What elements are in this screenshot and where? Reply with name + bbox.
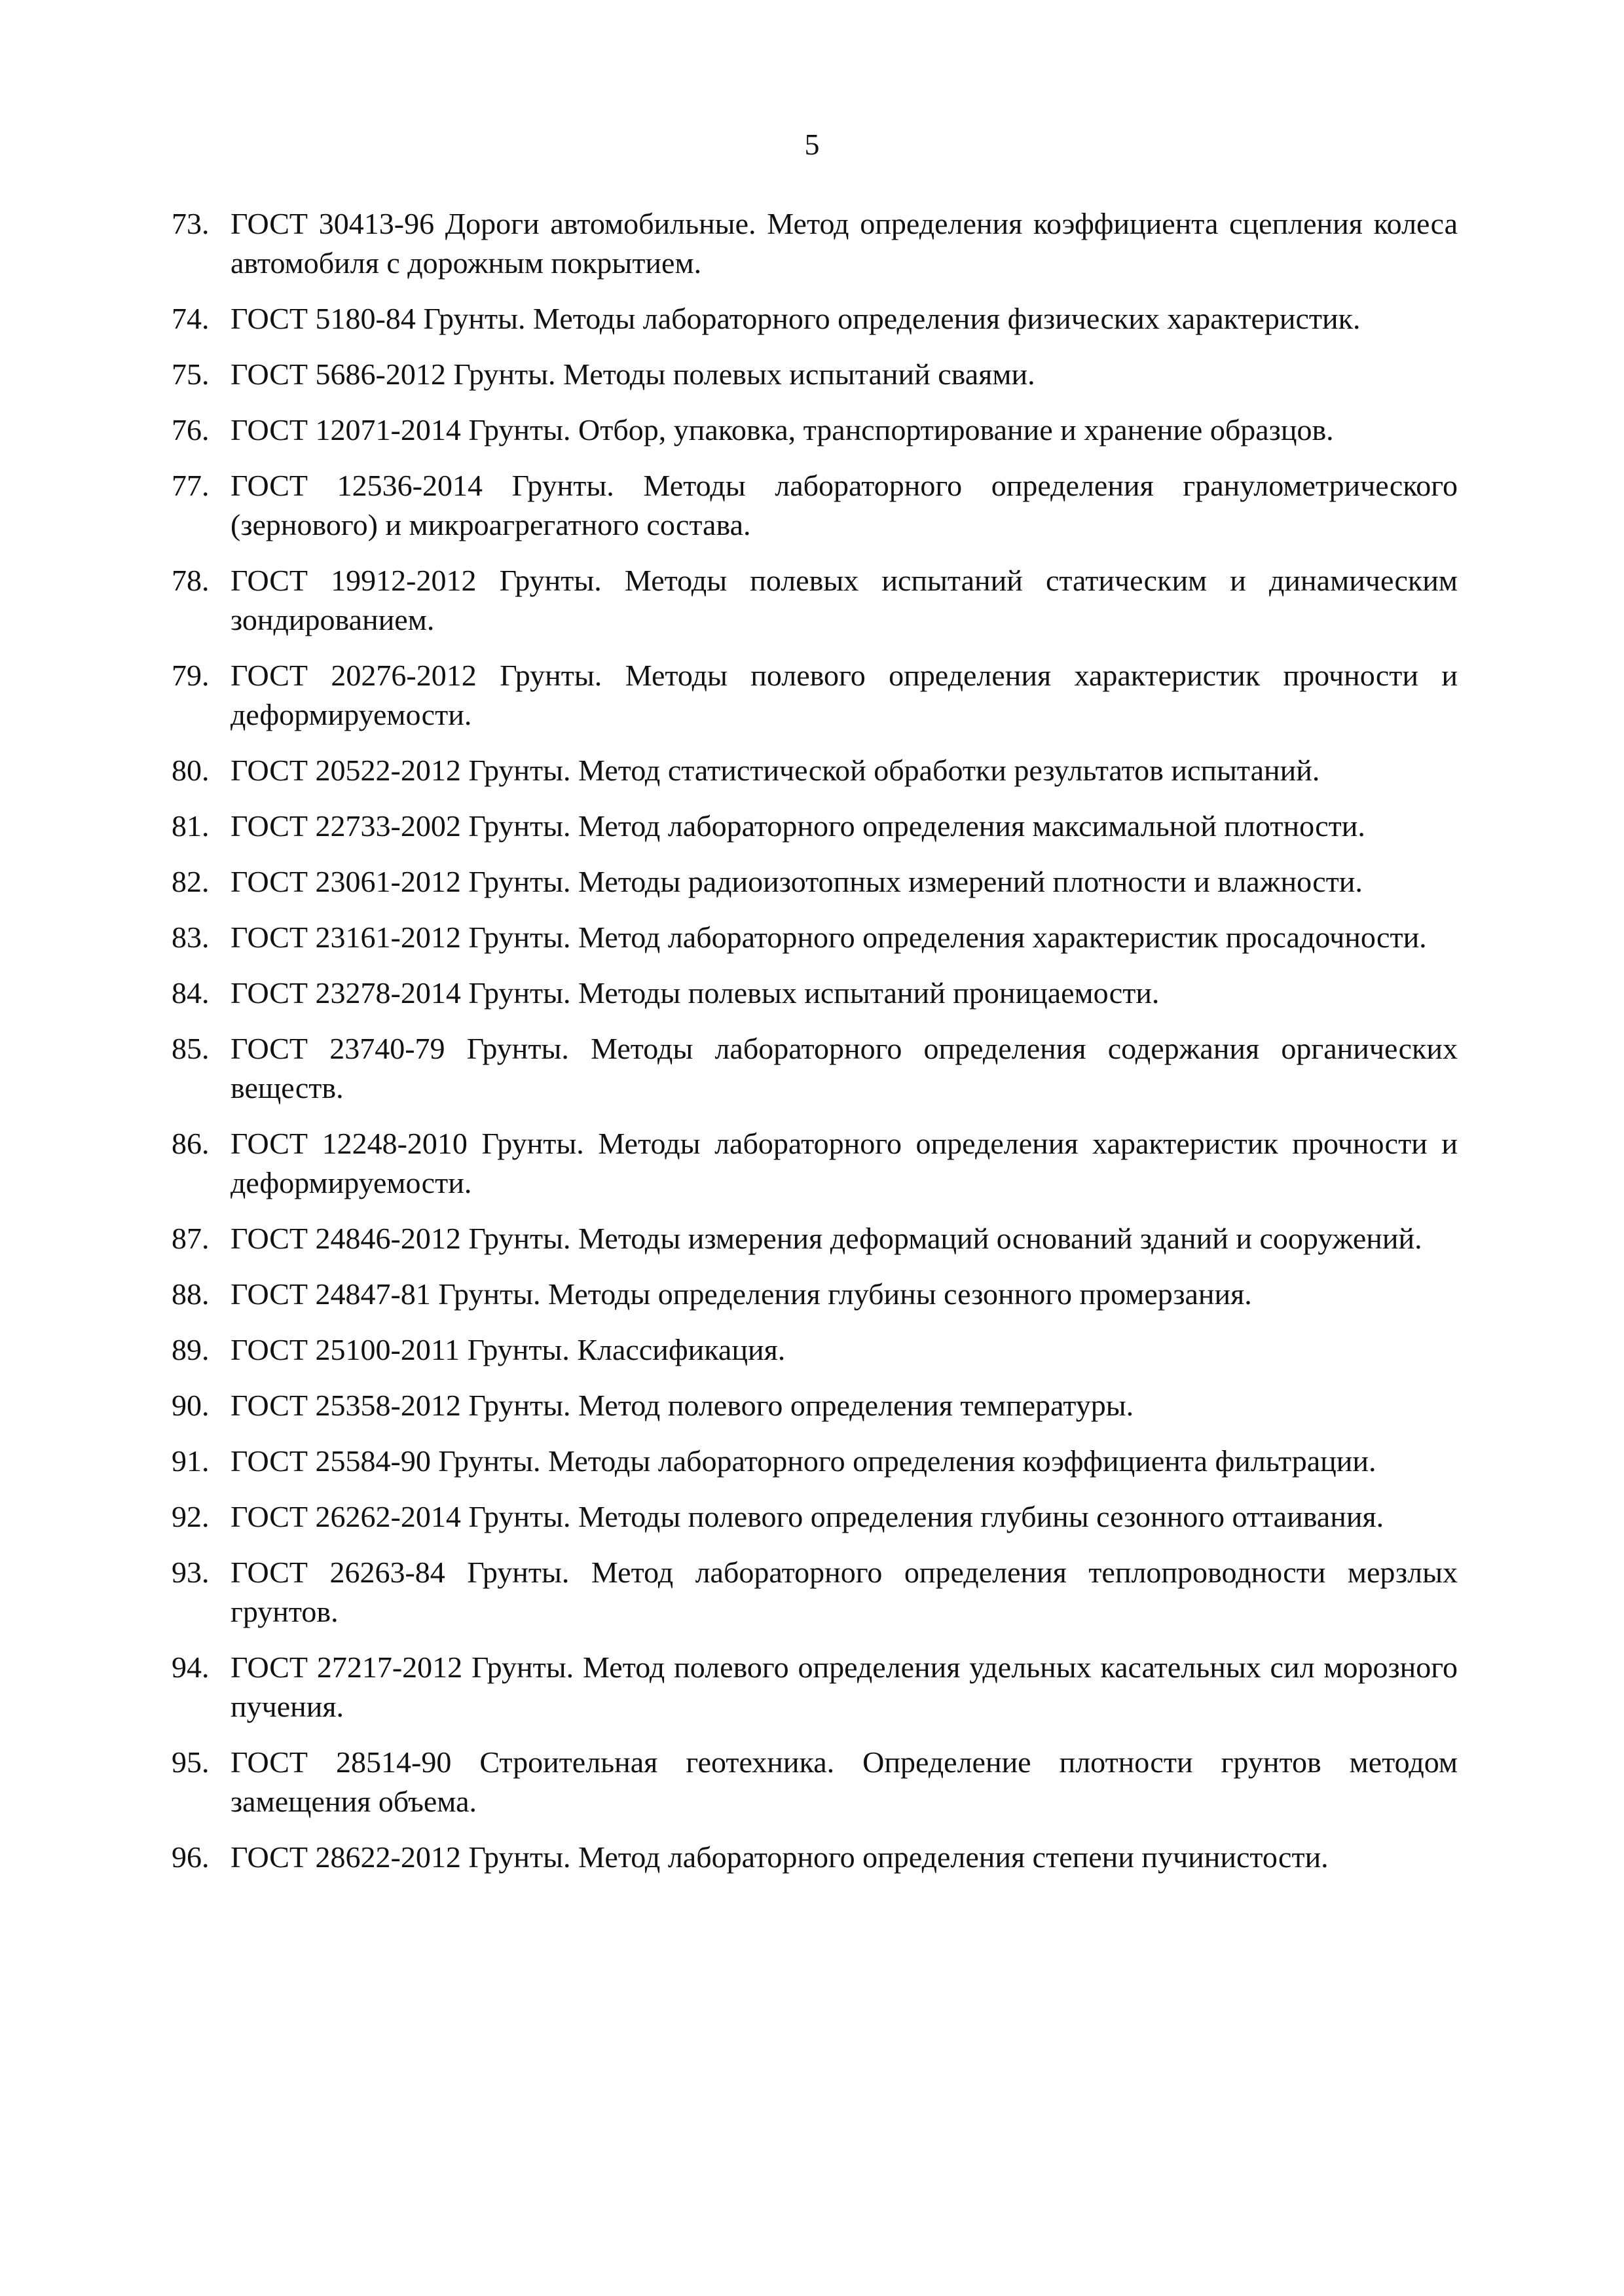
reference-text: ГОСТ 25584-90 Грунты. Методы лабораторного определения коэффициента фильтрации.: [231, 1444, 1376, 1478]
reference-number: 82.: [172, 865, 210, 898]
reference-item: [172, 751, 1458, 790]
reference-number: 92.: [172, 1500, 210, 1533]
reference-item: [172, 561, 1458, 640]
reference-text: ГОСТ 5686-2012 Грунты. Методы полевых испытаний сваями.: [231, 357, 1035, 391]
reference-number: 90.: [172, 1389, 210, 1422]
reference-number: 73.: [172, 207, 210, 240]
reference-list: [172, 204, 1458, 1893]
reference-text: ГОСТ 23161-2012 Грунты. Метод лабораторного определения характеристик просадочности.: [231, 920, 1427, 954]
reference-text: ГОСТ 24846-2012 Грунты. Методы измерения деформаций оснований зданий и сооружений.: [231, 1222, 1422, 1255]
reference-number: 89.: [172, 1333, 210, 1366]
reference-number: 84.: [172, 976, 210, 1010]
reference-item: [172, 1553, 1458, 1631]
reference-text: ГОСТ 28622-2012 Грунты. Метод лабораторного определения степени пучинистости.: [231, 1840, 1329, 1874]
reference-item: [172, 918, 1458, 957]
reference-number: 85.: [172, 1032, 210, 1065]
reference-number: 79.: [172, 659, 210, 692]
reference-number: 75.: [172, 357, 210, 391]
reference-number: 86.: [172, 1127, 210, 1160]
reference-number: 74.: [172, 302, 210, 335]
reference-item: [172, 1838, 1458, 1877]
reference-number: 76.: [172, 413, 210, 446]
reference-text: ГОСТ 5180-84 Грунты. Методы лабораторного определения физических характеристик.: [231, 302, 1361, 335]
reference-item: [172, 807, 1458, 846]
reference-text: ГОСТ 12536-2014 Грунты. Методы лабораторного определения гранулометрического (зернового) и микроагрегатного состава.: [231, 469, 1458, 541]
reference-item: [172, 1029, 1458, 1108]
reference-text: ГОСТ 20522-2012 Грунты. Метод статистической обработки результатов испытаний.: [231, 754, 1320, 787]
reference-number: 78.: [172, 564, 210, 597]
reference-text: ГОСТ 20276-2012 Грунты. Методы полевого определения характеристик прочности и деформируемости.: [231, 659, 1458, 731]
reference-text: ГОСТ 19912-2012 Грунты. Методы полевых испытаний статическим и динамическим зондированием.: [231, 564, 1458, 636]
page-number: 5: [804, 128, 820, 161]
reference-text: ГОСТ 22733-2002 Грунты. Метод лабораторного определения максимальной плотности.: [231, 809, 1365, 843]
reference-item: [172, 355, 1458, 394]
reference-item: [172, 862, 1458, 902]
reference-item: [172, 1497, 1458, 1537]
reference-text: ГОСТ 27217-2012 Грунты. Метод полевого определения удельных касательных сил морозного пучения.: [231, 1650, 1458, 1723]
reference-number: 95.: [172, 1745, 210, 1779]
reference-item: [172, 656, 1458, 735]
reference-item: [172, 1275, 1458, 1314]
reference-number: 96.: [172, 1840, 210, 1874]
reference-number: 88.: [172, 1277, 210, 1311]
reference-number: 94.: [172, 1650, 210, 1684]
reference-number: 83.: [172, 920, 210, 954]
reference-item: [172, 1219, 1458, 1258]
reference-text: ГОСТ 26263-84 Грунты. Метод лабораторного определения теплопроводности мерзлых грунтов.: [231, 1556, 1458, 1628]
reference-text: ГОСТ 28514-90 Строительная геотехника. Определение плотности грунтов методом замещения объема.: [231, 1745, 1458, 1818]
reference-item: [172, 1330, 1458, 1370]
reference-text: ГОСТ 24847-81 Грунты. Методы определения глубины сезонного промерзания.: [231, 1277, 1252, 1311]
reference-text: ГОСТ 26262-2014 Грунты. Методы полевого определения глубины сезонного оттаивания.: [231, 1500, 1384, 1533]
reference-item: [172, 299, 1458, 338]
reference-text: ГОСТ 23740-79 Грунты. Методы лабораторного определения содержания органических веществ.: [231, 1032, 1458, 1104]
reference-text: ГОСТ 23278-2014 Грунты. Методы полевых испытаний проницаемости.: [231, 976, 1160, 1010]
reference-item: [172, 974, 1458, 1013]
reference-text: ГОСТ 23061-2012 Грунты. Методы радиоизотопных измерений плотности и влажности.: [231, 865, 1363, 898]
reference-text: ГОСТ 30413-96 Дороги автомобильные. Метод определения коэффициента сцепления колеса автомобиля с дорожным покрытием.: [231, 207, 1458, 280]
reference-item: [172, 410, 1458, 450]
reference-item: [172, 1386, 1458, 1425]
reference-text: ГОСТ 25100-2011 Грунты. Классификация.: [231, 1333, 786, 1366]
reference-number: 81.: [172, 809, 210, 843]
reference-text: ГОСТ 25358-2012 Грунты. Метод полевого определения температуры.: [231, 1389, 1134, 1422]
reference-text: ГОСТ 12071-2014 Грунты. Отбор, упаковка, транспортирование и хранение образцов.: [231, 413, 1334, 446]
reference-number: 77.: [172, 469, 210, 502]
reference-number: 91.: [172, 1444, 210, 1478]
reference-item: [172, 1124, 1458, 1203]
reference-number: 93.: [172, 1556, 210, 1589]
reference-text: ГОСТ 12248-2010 Грунты. Методы лабораторного определения характеристик прочности и деформируемости.: [231, 1127, 1458, 1199]
reference-item: [172, 1442, 1458, 1481]
reference-number: 87.: [172, 1222, 210, 1255]
reference-item: [172, 204, 1458, 283]
reference-item: [172, 1648, 1458, 1726]
reference-item: [172, 466, 1458, 545]
reference-item: [172, 1743, 1458, 1821]
reference-number: 80.: [172, 754, 210, 787]
